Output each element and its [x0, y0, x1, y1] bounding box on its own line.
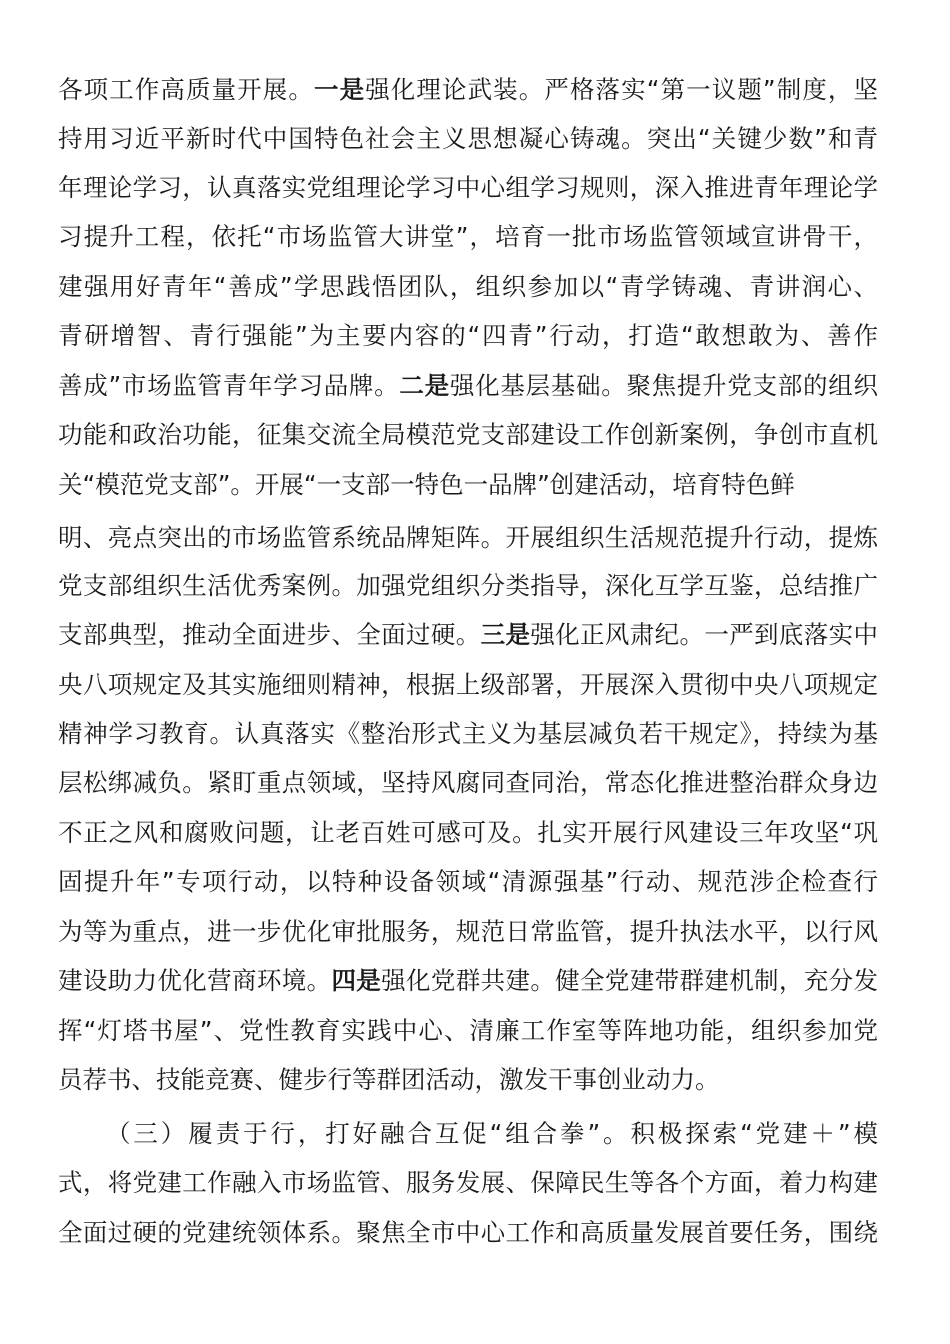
- text-line: [58, 912, 878, 952]
- text-line: [58, 168, 878, 208]
- text-segment: 强化正风肃纪。一严到底落实中: [530, 620, 878, 649]
- text-segment: 功能和政治功能，征集交流全局模范党支部建设工作创新案例，争创市直机: [58, 420, 878, 449]
- text-segment: 善成”市场监管青年学习品牌。: [58, 371, 400, 400]
- text-segment: 建设助力优化营商环境。: [58, 966, 332, 995]
- text-segment: 习提升工程，依托“市场监管大讲堂”，培育一批市场监管领域宣讲骨干，: [58, 222, 878, 251]
- text-line: [106, 1114, 878, 1154]
- text-segment: 式，将党建工作融入市场监管、服务发展、保障民生等各个方面，着力构建: [58, 1168, 878, 1197]
- text-line: [58, 415, 878, 455]
- text-line: [58, 813, 878, 853]
- text-segment: 不正之风和腐败问题，让老百姓可感可及。扎实开展行风建设三年攻坚“巩: [58, 818, 878, 847]
- text-line: [58, 961, 878, 1001]
- text-segment: 层松绑减负。紧盯重点领域，坚持风腐同查同治，常态化推进整治群众身边: [58, 768, 878, 797]
- text-segment: 全面过硬的党建统领体系。聚焦全市中心工作和高质量发展首要任务，围绕: [58, 1218, 878, 1247]
- bold-marker: 三是: [480, 620, 531, 649]
- text-line: [58, 366, 878, 406]
- text-line: [58, 665, 878, 705]
- text-segment: 年理论学习，认真落实党组理论学习中心组学习规则，深入推进青年理论学: [58, 173, 878, 202]
- text-segment: 建强用好青年“善成”学思践悟团队，组织参加以“青学铸魂、青讲润心、: [58, 272, 878, 301]
- text-line: [58, 267, 878, 307]
- text-segment: 固提升年”专项行动，以特种设备领域“清源强基”行动、规范涉企检查行: [58, 867, 878, 896]
- text-segment: 关“模范党支部”。开展“一支部一特色一品牌”创建活动，培育特色鲜: [58, 470, 795, 499]
- text-segment: 央八项规定及其实施细则精神，根据上级部署，开展深入贯彻中央八项规定: [58, 670, 878, 699]
- text-line: [58, 615, 878, 655]
- text-line: [58, 1060, 878, 1100]
- text-segment: 支部典型，推动全面进步、全面过硬。: [58, 620, 481, 649]
- text-line: [58, 763, 878, 803]
- text-segment: 员荐书、技能竞赛、健步行等群团活动，激发干事创业动力。: [58, 1065, 720, 1094]
- text-segment: 明、亮点突出的市场监管系统品牌矩阵。开展组织生活规范提升行动，提炼: [58, 523, 878, 552]
- text-segment: 持用习近平新时代中国特色社会主义思想凝心铸魂。突出“关键少数”和青: [58, 124, 878, 153]
- text-line: [58, 119, 878, 159]
- text-line: [58, 518, 878, 558]
- text-segment: 强化党群共建。健全党建带群建机制，充分发: [381, 966, 878, 995]
- text-segment: 挥“灯塔书屋”、党性教育实践中心、清廉工作室等阵地功能，组织参加党: [58, 1016, 878, 1045]
- bold-marker: 二是: [399, 371, 450, 400]
- text-line: [58, 70, 878, 110]
- text-segment: 党支部组织生活优秀案例。加强党组织分类指导，深化互学互鉴，总结推广: [58, 571, 878, 600]
- text-segment: 强化理论武装。严格落实“第一议题”制度，坚: [365, 75, 878, 104]
- text-line: [58, 1011, 878, 1051]
- text-line: [58, 566, 878, 606]
- text-line: [58, 465, 878, 505]
- text-segment: 为等为重点，进一步优化审批服务，规范日常监管，提升执法水平，以行风: [58, 917, 878, 946]
- text-segment: 青研增智、青行强能”为主要内容的“四青”行动，打造“敢想敢为、善作: [58, 321, 878, 350]
- text-line: [58, 316, 878, 356]
- text-line: [58, 217, 878, 257]
- text-line: [58, 1213, 878, 1253]
- text-segment: 强化基层基础。聚焦提升党支部的组织: [449, 371, 878, 400]
- text-line: [58, 1163, 878, 1203]
- text-segment: 各项工作高质量开展。: [58, 75, 314, 104]
- text-line: [58, 862, 878, 902]
- bold-marker: 一是: [313, 75, 366, 104]
- text-segment: 精神学习教育。认真落实《整治形式主义为基层减负若干规定》，持续为基: [58, 719, 878, 748]
- text-segment: （三）履责于行，打好融合互促“组合拳”。积极探索“党建＋”模: [106, 1119, 878, 1148]
- bold-marker: 四是: [331, 966, 382, 995]
- text-line: [58, 714, 878, 754]
